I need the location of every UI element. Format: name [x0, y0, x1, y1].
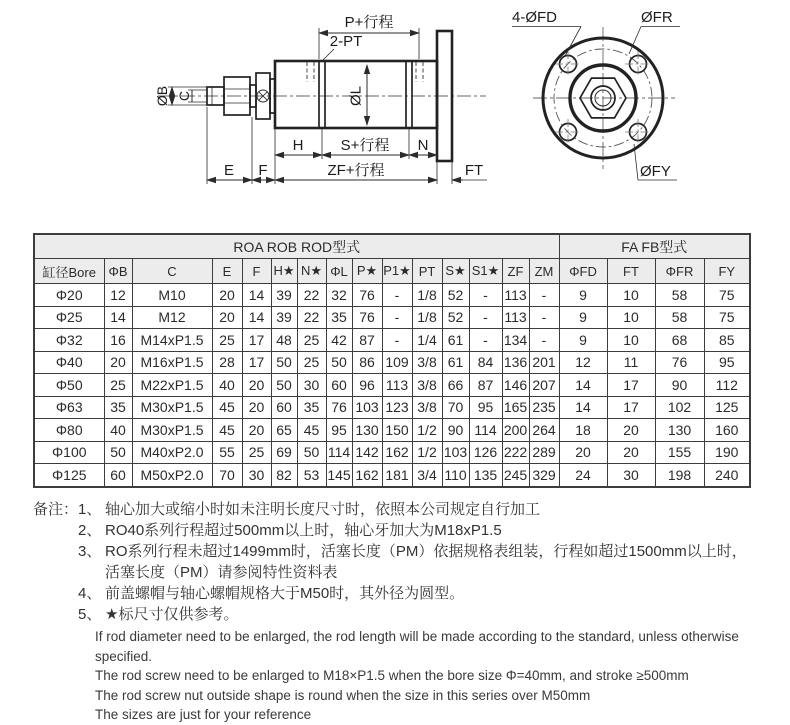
table-cell: 58 — [655, 284, 704, 307]
table-cell: 18 — [559, 419, 607, 442]
table-cell: 42 — [326, 329, 352, 352]
table-cell: 1/4 — [412, 329, 442, 352]
table-cell: M50xP2.0 — [132, 464, 212, 487]
table-cell: 70 — [442, 396, 469, 419]
table-cell: 58 — [655, 306, 704, 329]
table-column-header: H★ — [271, 259, 297, 284]
dim-label-s-stroke: S+行程 — [340, 137, 390, 154]
table-cell: 240 — [704, 464, 750, 487]
table-cell: Φ40 — [34, 351, 104, 374]
table-cell: 17 — [242, 351, 271, 374]
table-cell: Φ20 — [34, 284, 104, 307]
table-cell: 25 — [297, 351, 326, 374]
table-cell: 10 — [607, 284, 655, 307]
table-cell: 125 — [704, 396, 750, 419]
table-cell: 264 — [529, 419, 559, 442]
table-cell: 20 — [607, 419, 655, 442]
table-cell: 1/2 — [412, 419, 442, 442]
table-cell: M14xP1.5 — [132, 329, 212, 352]
table-cell: 25 — [212, 329, 242, 352]
table-cell: 28 — [212, 351, 242, 374]
table-cell: 52 — [442, 284, 469, 307]
table-cell: 25 — [242, 441, 271, 464]
dim-label-e: E — [223, 162, 235, 179]
table-column-header: ΦFD — [559, 259, 607, 284]
table-cell: 113 — [382, 374, 412, 397]
table-cell: 75 — [704, 284, 750, 307]
note-number: 5、 — [78, 606, 102, 623]
dim-label-f: F — [258, 162, 268, 179]
table-cell: - — [529, 284, 559, 307]
table-cell: 24 — [559, 464, 607, 487]
table-cell: M30xP1.5 — [132, 419, 212, 442]
table-cell: 75 — [704, 306, 750, 329]
notes-section — [33, 499, 781, 725]
table-cell: 76 — [326, 396, 352, 419]
note-number: 3、 — [78, 543, 102, 560]
table-cell: 76 — [655, 351, 704, 374]
table-cell: 52 — [442, 306, 469, 329]
note-english-line: The rod screw need to be enlarged to M18×P1.5 when the bore size Φ=40mm, and stroke ≥500mm — [95, 668, 689, 683]
note-item — [78, 604, 781, 625]
table-cell: Φ125 — [34, 464, 104, 487]
table-cell: 3/8 — [412, 374, 442, 397]
table-cell: Φ25 — [34, 306, 104, 329]
table-cell: 142 — [352, 441, 382, 464]
note-item — [78, 541, 781, 583]
note-english-line: The rod screw nut outside shape is round when the size in this series over M50mm — [95, 687, 591, 703]
table-cell: 145 — [326, 464, 352, 487]
table-cell: 17 — [607, 374, 655, 397]
table-cell: M12 — [132, 306, 212, 329]
table-cell: 95 — [704, 351, 750, 374]
dim-label-phi-l: ØL — [347, 85, 365, 107]
table-cell: 20 — [212, 306, 242, 329]
table-cell: 84 — [469, 351, 502, 374]
table-cell: 25 — [104, 374, 132, 397]
table-row — [34, 351, 750, 374]
table-cell: 50 — [104, 441, 132, 464]
table-column-header: S1★ — [469, 259, 502, 284]
table-column-header: F — [242, 259, 271, 284]
table-row — [34, 441, 750, 464]
table-cell: 112 — [704, 374, 750, 397]
table-cell: 181 — [382, 464, 412, 487]
table-cell: 200 — [502, 419, 529, 442]
table-row — [34, 284, 750, 307]
table-cell: 162 — [352, 464, 382, 487]
table-cell: 53 — [297, 464, 326, 487]
table-cell: 162 — [382, 441, 412, 464]
table-column-header: FT — [607, 259, 655, 284]
table-cell: - — [469, 329, 502, 352]
dim-label-ft: FT — [464, 162, 484, 179]
table-cell: - — [382, 284, 412, 307]
table-cell: M40xP2.0 — [132, 441, 212, 464]
table-cell: 30 — [242, 464, 271, 487]
table-cell: 245 — [502, 464, 529, 487]
dim-label-zf-stroke: ZF+行程 — [327, 162, 385, 179]
table-cell: 87 — [352, 329, 382, 352]
table-row — [34, 419, 750, 442]
table-cell: 87 — [469, 374, 502, 397]
dim-label-c: C — [175, 90, 192, 102]
table-cell: 123 — [382, 396, 412, 419]
table-cell: 68 — [655, 329, 704, 352]
table-cell: M10 — [132, 284, 212, 307]
table-cell: 61 — [442, 329, 469, 352]
table-cell: 70 — [212, 464, 242, 487]
table-cell: 35 — [104, 396, 132, 419]
table-cell: 17 — [242, 329, 271, 352]
table-cell: 9 — [559, 329, 607, 352]
table-cell: 207 — [529, 374, 559, 397]
table-cell: 9 — [559, 284, 607, 307]
note-item — [78, 520, 781, 541]
dim-label-fd: 4-ØFD — [512, 9, 557, 26]
table-cell: 22 — [297, 306, 326, 329]
notes-english — [95, 627, 781, 725]
table-cell: 114 — [326, 441, 352, 464]
table-cell: 114 — [469, 419, 502, 442]
table-cell: - — [529, 329, 559, 352]
table-cell: 69 — [271, 441, 297, 464]
table-column-header: N★ — [297, 259, 326, 284]
table-cell: 50 — [271, 351, 297, 374]
table-cell: 60 — [271, 396, 297, 419]
dim-label-p-stroke: P+行程 — [344, 14, 394, 31]
table-cell: 222 — [502, 441, 529, 464]
table-cell: 82 — [271, 464, 297, 487]
note-line: 活塞长度（PM）请参阅特性资料表 — [105, 564, 338, 581]
table-group-header: ROA ROB ROD型式 — [34, 234, 559, 259]
table-column-header: E — [212, 259, 242, 284]
table-cell: M30xP1.5 — [132, 396, 212, 419]
table-cell: Φ32 — [34, 329, 104, 352]
table-cell: Φ63 — [34, 396, 104, 419]
table-cell: 190 — [704, 441, 750, 464]
table-cell: 20 — [242, 374, 271, 397]
table-row — [34, 464, 750, 487]
table-cell: 17 — [607, 396, 655, 419]
table-cell: Φ80 — [34, 419, 104, 442]
table-column-header: P1★ — [382, 259, 412, 284]
notes-label: 备注： — [33, 501, 79, 518]
table-cell: 3/8 — [412, 396, 442, 419]
table-cell: 1/8 — [412, 306, 442, 329]
table-cell: Φ100 — [34, 441, 104, 464]
note-number: 1、 — [78, 501, 102, 518]
dim-label-n: N — [417, 137, 429, 154]
table-cell: 32 — [326, 284, 352, 307]
table-cell: 113 — [502, 284, 529, 307]
table-row — [34, 396, 750, 419]
table-cell: 90 — [655, 374, 704, 397]
table-cell: 329 — [529, 464, 559, 487]
table-cell: - — [382, 306, 412, 329]
table-cell: - — [469, 306, 502, 329]
table-cell: - — [529, 306, 559, 329]
table-cell: 14 — [242, 306, 271, 329]
table-cell: 12 — [104, 284, 132, 307]
table-cell: 30 — [607, 464, 655, 487]
table-cell: 20 — [559, 441, 607, 464]
table-cell: 102 — [655, 396, 704, 419]
table-cell: 20 — [104, 351, 132, 374]
table-cell: 45 — [297, 419, 326, 442]
table-cell: 50 — [271, 374, 297, 397]
table-column-header: ZF — [502, 259, 529, 284]
dim-label-port: 2-PT — [329, 33, 363, 50]
note-english-line: If rod diameter need to be enlarged, the rod length will be made according to the standard, unless otherwise specified. — [95, 629, 739, 664]
table-row — [34, 329, 750, 352]
table-cell: 136 — [502, 351, 529, 374]
table-cell: 55 — [212, 441, 242, 464]
table-cell: 14 — [559, 374, 607, 397]
table-cell: 39 — [271, 306, 297, 329]
table-cell: 1/8 — [412, 284, 442, 307]
table-cell: 103 — [352, 396, 382, 419]
table-cell: 35 — [326, 306, 352, 329]
table-cell: 66 — [442, 374, 469, 397]
table-cell: 12 — [559, 351, 607, 374]
table-cell: 155 — [655, 441, 704, 464]
cylinder-side-view-diagram — [30, 6, 490, 211]
note-line: 前盖螺帽与轴心螺帽规格大于M50时，其外径为圆型。 — [105, 585, 465, 602]
note-item — [78, 499, 781, 520]
table-cell: 14 — [242, 284, 271, 307]
spec-table — [33, 233, 751, 488]
table-cell: 65 — [271, 419, 297, 442]
notes-items — [78, 499, 781, 625]
table-cell: 20 — [242, 396, 271, 419]
table-column-header: ΦB — [104, 259, 132, 284]
table-cell: 146 — [502, 374, 529, 397]
table-cell: 20 — [242, 419, 271, 442]
table-column-header: PT — [412, 259, 442, 284]
table-cell: 10 — [607, 306, 655, 329]
table-cell: 130 — [352, 419, 382, 442]
table-column-header: P★ — [352, 259, 382, 284]
table-cell: 50 — [326, 351, 352, 374]
table-cell: 45 — [212, 396, 242, 419]
table-cell: 150 — [382, 419, 412, 442]
table-cell: M16xP1.5 — [132, 351, 212, 374]
table-column-header: FY — [704, 259, 750, 284]
table-cell: 109 — [382, 351, 412, 374]
table-column-header: ΦL — [326, 259, 352, 284]
table-cell: 198 — [655, 464, 704, 487]
table-cell: 113 — [502, 306, 529, 329]
table-cell: 103 — [442, 441, 469, 464]
note-line: RO系列行程未超过1499mm时，活塞长度（PM）依据规格表组装，行程如超过1500mm以上时， — [105, 543, 747, 560]
table-cell: 45 — [212, 419, 242, 442]
table-cell: 10 — [607, 329, 655, 352]
table-row — [34, 374, 750, 397]
table-cell: 110 — [442, 464, 469, 487]
table-cell: - — [382, 329, 412, 352]
table-cell: 20 — [212, 284, 242, 307]
table-cell: 39 — [271, 284, 297, 307]
table-column-header: ΦFR — [655, 259, 704, 284]
table-column-header: S★ — [442, 259, 469, 284]
table-cell: 14 — [559, 396, 607, 419]
flange-front-view-diagram — [488, 5, 788, 215]
note-item — [78, 583, 781, 604]
table-cell: 85 — [704, 329, 750, 352]
table-cell: 11 — [607, 351, 655, 374]
dim-label-fr: ØFR — [641, 9, 673, 26]
table-group-header: FA FB型式 — [559, 234, 750, 259]
table-cell: 235 — [529, 396, 559, 419]
note-english-line: The sizes are just for your reference — [95, 707, 312, 722]
table-cell: 95 — [469, 396, 502, 419]
table-cell: 20 — [607, 441, 655, 464]
table-cell: 90 — [442, 419, 469, 442]
table-cell: 201 — [529, 351, 559, 374]
table-cell: 22 — [297, 284, 326, 307]
table-cell: 3/4 — [412, 464, 442, 487]
note-number: 4、 — [78, 585, 102, 602]
dim-label-fy: ØFY — [640, 163, 671, 180]
table-cell: - — [469, 284, 502, 307]
table-cell: 96 — [352, 374, 382, 397]
note-line: ★标尺寸仅供参考。 — [105, 606, 239, 623]
dim-label-h: H — [292, 137, 304, 154]
note-line: RO40系列行程超过500mm以上时，轴心牙加大为M18xP1.5 — [105, 522, 502, 539]
table-cell: 61 — [442, 351, 469, 374]
table-cell: 289 — [529, 441, 559, 464]
table-cell: 1/2 — [412, 441, 442, 464]
table-row — [34, 306, 750, 329]
table-cell: 76 — [352, 284, 382, 307]
note-number: 2、 — [78, 522, 102, 539]
table-cell: 9 — [559, 306, 607, 329]
table-column-header: C — [132, 259, 212, 284]
table-cell: 25 — [297, 329, 326, 352]
table-cell: 48 — [271, 329, 297, 352]
table-cell: 60 — [104, 464, 132, 487]
table-cell: 130 — [655, 419, 704, 442]
table-cell: 60 — [326, 374, 352, 397]
dim-label-phi-b: ØB — [153, 85, 170, 107]
table-cell: 40 — [104, 419, 132, 442]
table-cell: 165 — [502, 396, 529, 419]
table-column-header: 缸径Bore — [34, 259, 104, 284]
table-cell: 86 — [352, 351, 382, 374]
table-cell: Φ50 — [34, 374, 104, 397]
table-cell: 160 — [704, 419, 750, 442]
table-cell: 134 — [502, 329, 529, 352]
table-cell: 126 — [469, 441, 502, 464]
table-cell: 76 — [352, 306, 382, 329]
table-cell: 50 — [297, 441, 326, 464]
table-cell: 14 — [104, 306, 132, 329]
table-cell: 95 — [326, 419, 352, 442]
table-cell: 35 — [297, 396, 326, 419]
table-cell: 16 — [104, 329, 132, 352]
table-cell: 3/8 — [412, 351, 442, 374]
table-cell: M22xP1.5 — [132, 374, 212, 397]
note-line: 轴心加大或缩小时如未注明长度尺寸时，依照本公司规定自行加工 — [105, 501, 541, 518]
table-column-header: ZM — [529, 259, 559, 284]
table-cell: 135 — [469, 464, 502, 487]
table-cell: 40 — [212, 374, 242, 397]
table-cell: 30 — [297, 374, 326, 397]
